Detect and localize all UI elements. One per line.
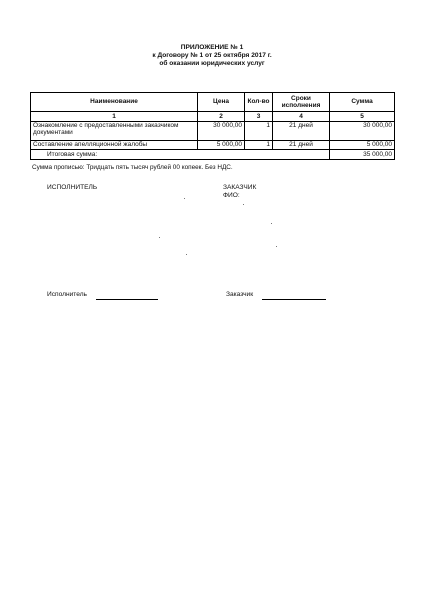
customer-signature-line xyxy=(262,299,326,300)
service-sum: 30 000,00 xyxy=(330,122,395,141)
column-header-qty: Кол-во xyxy=(245,93,273,112)
customer-title: ЗАКАЗЧИК xyxy=(223,184,257,191)
service-price: 30 000,00 xyxy=(198,122,245,141)
service-term: 21 дней xyxy=(273,122,330,141)
services-table xyxy=(30,92,395,160)
column-number: 3 xyxy=(245,112,273,122)
column-number: 1 xyxy=(31,112,198,122)
table-header-row xyxy=(31,93,395,112)
customer-signature-label: Заказчик xyxy=(226,291,254,298)
total-value: 35 000,00 xyxy=(330,150,395,160)
service-name: Составление апелляционной жалобы xyxy=(31,141,198,150)
column-number: 4 xyxy=(273,112,330,122)
contract-subject: об оказании юридических услуг xyxy=(159,60,265,67)
service-qty: 1 xyxy=(245,141,273,150)
column-number: 5 xyxy=(330,112,395,122)
redaction-speck xyxy=(184,198,185,199)
service-qty: 1 xyxy=(245,122,273,141)
redaction-speck xyxy=(159,237,160,238)
column-header-sum: Сумма xyxy=(330,93,395,112)
executor-signature-line xyxy=(96,299,158,300)
service-sum: 5 000,00 xyxy=(330,141,395,150)
redaction-speck xyxy=(186,254,187,255)
customer-fio-label: ФИО: xyxy=(223,192,240,199)
redaction-speck xyxy=(271,223,272,224)
redaction-speck xyxy=(276,246,277,247)
executor-title: ИСПОЛНИТЕЛЬ xyxy=(47,184,98,191)
amount-in-words: Сумма прописью: Тридцать пять тысяч рублей 00 копеек. Без НДС. xyxy=(32,164,233,171)
total-row xyxy=(31,150,395,160)
column-number: 2 xyxy=(198,112,245,122)
contract-reference: к Договору № 1 от 25 октября 2017 г. xyxy=(152,52,272,59)
total-label: Итоговая сумма: xyxy=(31,150,330,160)
column-header-name: Наименование xyxy=(31,93,198,112)
column-header-price: Цена xyxy=(198,93,245,112)
table-row xyxy=(31,141,395,150)
executor-signature-label: Исполнитель xyxy=(47,291,87,298)
service-price: 5 000,00 xyxy=(198,141,245,150)
column-header-term: Сроки исполнения xyxy=(273,93,330,112)
service-term: 21 дней xyxy=(273,141,330,150)
column-number-row xyxy=(31,112,395,122)
service-name: Ознакомление с предоставленными заказчиком документами xyxy=(31,122,198,141)
redaction-speck xyxy=(243,204,244,205)
table-row xyxy=(31,122,395,141)
appendix-title: ПРИЛОЖЕНИЕ № 1 xyxy=(180,44,244,51)
